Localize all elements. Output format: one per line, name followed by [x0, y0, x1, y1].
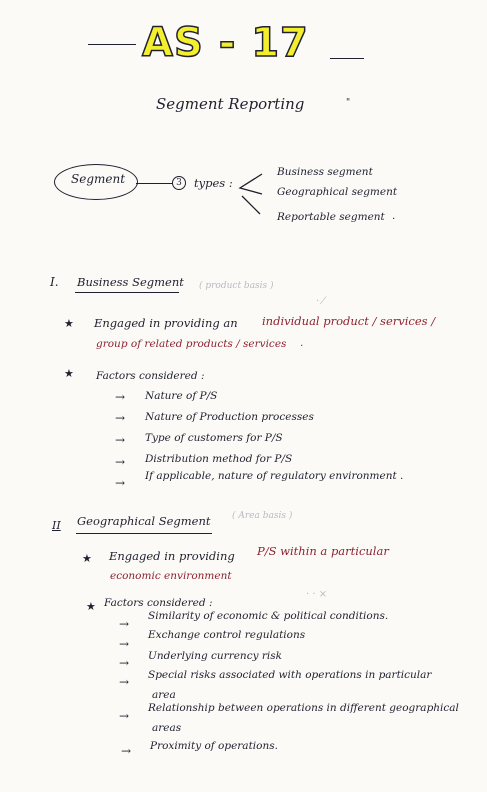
- segment-node-label: Segment: [71, 172, 126, 186]
- s2-point1-red-line2: economic environment: [110, 570, 232, 582]
- title-rule-left: [88, 44, 136, 45]
- right-arrow-icon: →: [119, 675, 130, 689]
- section2-heading: Geographical Segment: [77, 514, 211, 528]
- right-arrow-icon: →: [119, 656, 130, 670]
- star-icon: ★: [64, 317, 74, 330]
- s1-point1-red-line2: group of related products / services: [96, 338, 287, 350]
- subtitle-mark: ": [346, 98, 351, 108]
- right-arrow-icon: →: [115, 455, 126, 469]
- section1-heading-underline: [75, 292, 179, 293]
- s2-factor-2: Exchange control regulations: [148, 629, 306, 641]
- s1-point1-lead: Engaged in providing an: [94, 316, 238, 330]
- s2-point1-red-line1: P/S within a particular: [257, 544, 389, 558]
- s1-point1-end: .: [300, 337, 304, 349]
- star-icon: ★: [64, 367, 74, 380]
- section2-heading-underline: [76, 533, 212, 534]
- page-subtitle: Segment Reporting: [156, 95, 305, 113]
- type-business: Business segment: [277, 166, 373, 178]
- s2-factor-5: Relationship between operations in different geographical: [148, 702, 459, 714]
- section1-numeral: I.: [50, 275, 59, 289]
- s1-factor-4: Distribution method for P/S: [145, 453, 293, 465]
- right-arrow-icon: →: [119, 637, 130, 651]
- star-icon: ★: [82, 552, 92, 565]
- title-rule-right: [330, 58, 364, 59]
- section2-note: ( Area basis ): [232, 511, 293, 521]
- types-branch-lines: [234, 170, 266, 220]
- right-arrow-icon: →: [115, 433, 126, 447]
- section2-numeral: II: [52, 519, 61, 532]
- s2-factors-label: Factors considered :: [104, 597, 213, 609]
- s2-factor-1: Similarity of economic & political conditions.: [148, 610, 389, 622]
- type-reportable: Reportable segment: [277, 211, 385, 223]
- section1-heading: Business Segment: [77, 275, 184, 289]
- star-icon: ★: [86, 600, 96, 613]
- types-label: types :: [194, 176, 233, 190]
- s2-factor-3: Underlying currency risk: [148, 650, 282, 662]
- s1-factor-1: Nature of P/S: [145, 390, 218, 402]
- right-arrow-icon: →: [119, 709, 130, 723]
- right-arrow-icon: →: [115, 411, 126, 425]
- s2-point1-lead: Engaged in providing: [109, 549, 235, 563]
- s2-factor-4: Special risks associated with operations in particular: [148, 669, 432, 681]
- right-arrow-icon: →: [121, 744, 132, 758]
- section1-note: ( product basis ): [199, 281, 274, 291]
- s1-point1-red-line1: individual product / services /: [262, 314, 436, 328]
- s1-factor-3: Type of customers for P/S: [145, 432, 283, 444]
- right-arrow-icon: →: [115, 476, 126, 490]
- s1-factor-2: Nature of Production processes: [145, 411, 314, 423]
- segment-connector: [136, 183, 172, 184]
- section2-marks: · · ×: [306, 589, 328, 600]
- s1-factor-5: If applicable, nature of regulatory environment .: [145, 470, 404, 482]
- page-title: AS - 17: [142, 20, 309, 66]
- right-arrow-icon: →: [115, 390, 126, 404]
- right-arrow-icon: →: [119, 617, 130, 631]
- s2-factor-6: Proximity of operations.: [150, 740, 278, 752]
- type-geographical: Geographical segment: [277, 186, 398, 198]
- section1-marks: · ⁄: [316, 296, 325, 307]
- types-end-mark: .: [392, 210, 396, 222]
- count-circle: 3: [172, 176, 186, 190]
- s1-factors-label: Factors considered :: [96, 370, 205, 382]
- s2-factor-5-cont: areas: [152, 722, 182, 734]
- s2-factor-4-cont: area: [152, 689, 176, 701]
